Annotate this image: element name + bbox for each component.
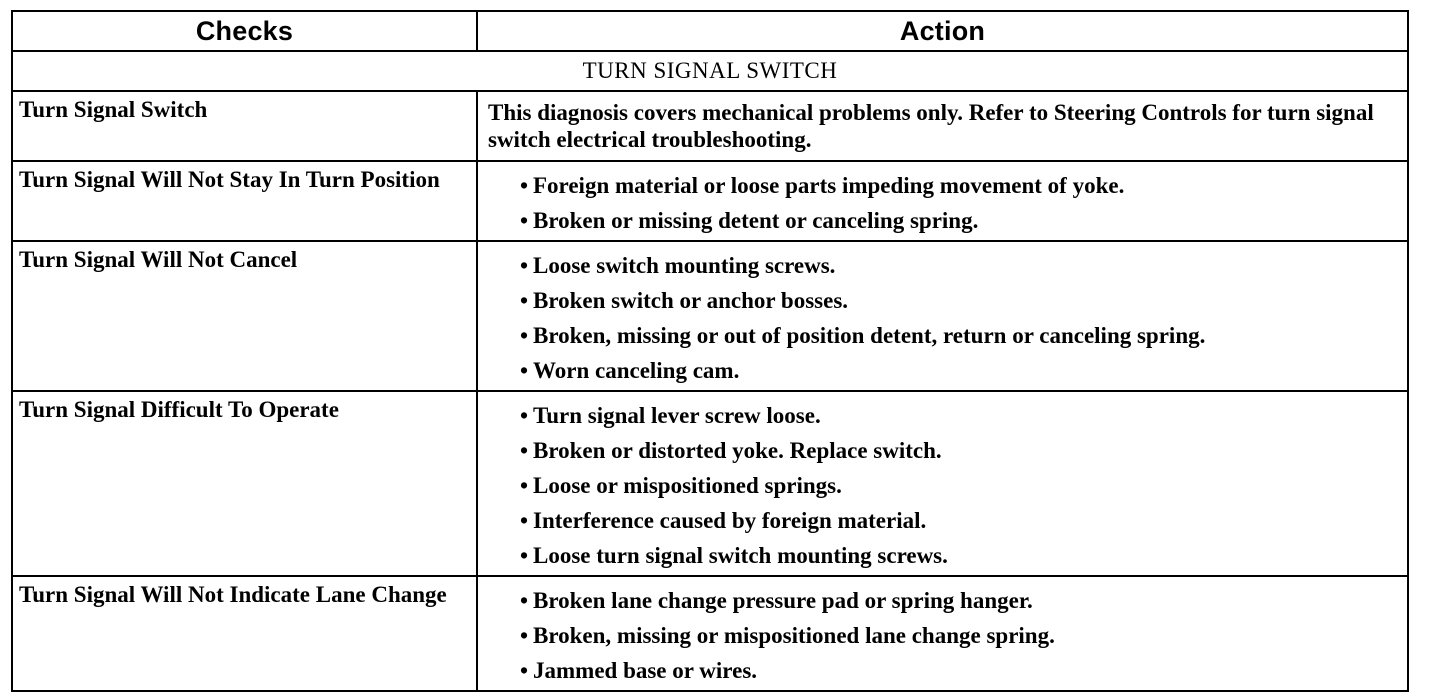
- action-cell: [477, 576, 1408, 691]
- list-item: [520, 203, 1397, 238]
- action-item-text: Broken, missing or mispositioned lane change spring.: [533, 623, 1055, 648]
- check-cell: Turn Signal Will Not Cancel: [12, 241, 477, 391]
- bullet-icon: •: [520, 438, 529, 463]
- action-item-text: Interference caused by foreign material.: [533, 508, 927, 533]
- bullet-icon: •: [520, 253, 529, 278]
- bullet-icon: •: [520, 173, 529, 198]
- list-item: [520, 433, 1397, 468]
- diagnosis-table: [11, 10, 1409, 692]
- table-row: [12, 91, 1408, 161]
- table-row: [12, 241, 1408, 391]
- section-row: [12, 51, 1408, 91]
- action-item-text: Broken switch or anchor bosses.: [533, 288, 849, 313]
- action-item-text: Broken or distorted yoke. Replace switch.: [533, 438, 942, 463]
- list-item: [520, 353, 1397, 388]
- list-item: [520, 538, 1397, 573]
- bullet-icon: •: [520, 403, 529, 428]
- bullet-icon: •: [520, 208, 529, 233]
- list-item: [520, 583, 1397, 618]
- bullet-icon: •: [520, 288, 529, 313]
- action-bullet-list: [478, 162, 1407, 240]
- action-column-header: Action: [477, 11, 1408, 51]
- action-item-text: Loose or mispositioned springs.: [533, 473, 842, 498]
- action-item-text: Jammed base or wires.: [533, 658, 758, 683]
- list-item: [520, 468, 1397, 503]
- list-item: [520, 248, 1397, 283]
- list-item: [520, 168, 1397, 203]
- check-cell: Turn Signal Difficult To Operate: [12, 391, 477, 576]
- action-item-text: Foreign material or loose parts impeding movement of yoke.: [533, 173, 1125, 198]
- action-cell: [477, 161, 1408, 241]
- bullet-icon: •: [520, 323, 529, 348]
- action-bullet-list: [478, 242, 1407, 390]
- action-item-text: Turn signal lever screw loose.: [533, 403, 821, 428]
- check-cell: Turn Signal Will Not Stay In Turn Position: [12, 161, 477, 241]
- bullet-icon: •: [520, 508, 529, 533]
- list-item: [520, 318, 1397, 353]
- bullet-icon: •: [520, 543, 529, 568]
- action-cell: [477, 241, 1408, 391]
- action-text: This diagnosis covers mechanical problems only. Refer to Steering Controls for turn signal switch electrical troubleshooting.: [488, 100, 1374, 152]
- table-row: [12, 576, 1408, 691]
- action-item-text: Broken lane change pressure pad or spring hanger.: [533, 588, 1033, 613]
- bullet-icon: •: [520, 358, 529, 383]
- action-item-text: Loose turn signal switch mounting screws.: [533, 543, 948, 568]
- bullet-icon: •: [520, 658, 529, 683]
- table-row: [12, 391, 1408, 576]
- list-item: [520, 283, 1397, 318]
- header-row: [12, 11, 1408, 51]
- table-row: [12, 161, 1408, 241]
- list-item: [520, 503, 1397, 538]
- list-item: [520, 618, 1397, 653]
- check-cell: Turn Signal Switch: [12, 91, 477, 161]
- action-item-text: Broken, missing or out of position detent, return or canceling spring.: [533, 323, 1206, 348]
- bullet-icon: •: [520, 473, 529, 498]
- action-bullet-list: [478, 577, 1407, 690]
- checks-column-header: Checks: [12, 11, 477, 51]
- section-title: TURN SIGNAL SWITCH: [12, 51, 1408, 91]
- check-cell: Turn Signal Will Not Indicate Lane Change: [12, 576, 477, 691]
- list-item: [520, 398, 1397, 433]
- action-cell: [477, 91, 1408, 161]
- bullet-icon: •: [520, 623, 529, 648]
- bullet-icon: •: [520, 588, 529, 613]
- action-bullet-list: [478, 392, 1407, 575]
- action-item-text: Worn canceling cam.: [533, 358, 740, 383]
- action-cell: [477, 391, 1408, 576]
- list-item: [520, 653, 1397, 688]
- action-item-text: Loose switch mounting screws.: [533, 253, 836, 278]
- action-item-text: Broken or missing detent or canceling spring.: [533, 208, 979, 233]
